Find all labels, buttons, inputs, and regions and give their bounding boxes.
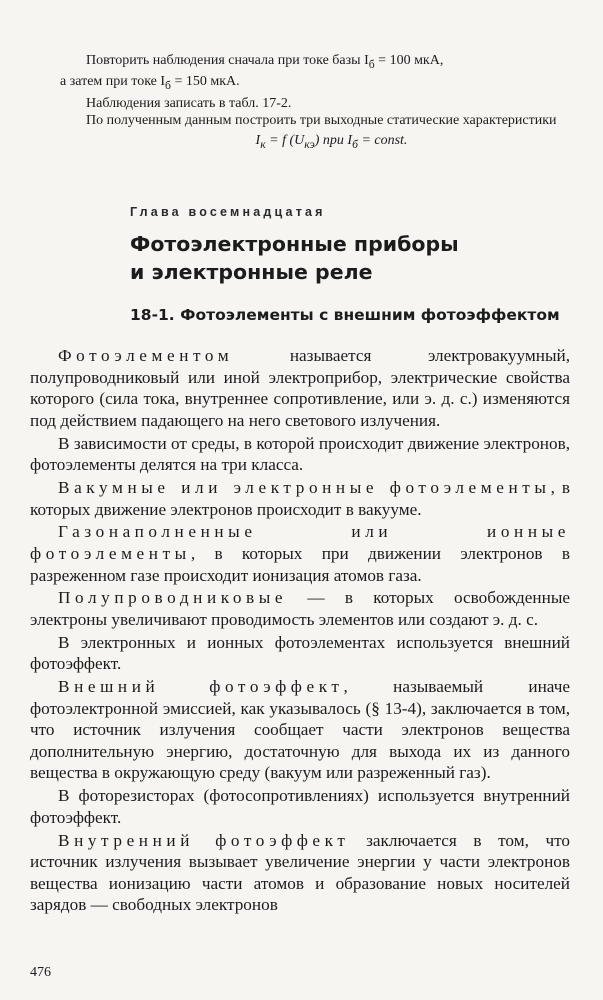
formula: $I_к = f$ $(U_{кэ})$ при $I_б$ = const. <box>255 133 408 151</box>
paragraph: Газонаполненные или ионные фотоэлементы, в которых при движении электронов в разреженном газе происходит ионизация атомов газа. <box>30 522 570 585</box>
page-number: 476 <box>30 965 51 980</box>
term: Внешний фотоэффект <box>58 677 344 697</box>
paragraph: Вакумные или электронные фотоэлементы, в которых движение электронов происходит в вакууме. <box>30 477 570 519</box>
paragraph: Полупроводниковые — в которых освобожденные электроны увеличивают проводимость элементов или создают э. д. с. <box>30 588 570 629</box>
lab-instructions <box>60 52 569 130</box>
chapter-title: Фотоэлектронные приборы и электронные реле <box>130 232 459 284</box>
paragraph: В фоторезисторах (фотосопротивлениях) используется внутренний фотоэффект. <box>30 786 570 827</box>
section-title: 18-1. Фотоэлементы с внешним фотоэффектом <box>130 306 560 324</box>
paragraph: Фотоэлементом называется электровакуумный, полупроводниковый или иной электроприбор, электрические свойства которого (сила тока, внутреннее сопротивление, или э. д. с.) изменяются под действием падающего на него светового излучения. <box>30 346 570 430</box>
lab-para-2: Наблюдения записать в табл. 17-2. <box>86 95 292 111</box>
body-text <box>30 345 570 917</box>
chapter-label: Глава восемнадцатая <box>130 205 326 219</box>
term: Фотоэлементом <box>58 346 234 365</box>
lab-para-3: По полученным данным построить три выходные статические характеристики <box>86 113 557 129</box>
paragraph: Внешний фотоэффект, называемый иначе фотоэлектронной эмиссией, как указывалось (§ 13-4), заключается в том, что источник излучения сообщает части электронов вещества дополнительную энергию, достаточную для выхода их из данного вещества в окружающую среду (вакуум или разреженный газ). <box>30 677 570 783</box>
term: Полупроводниковые <box>58 588 288 608</box>
lab-para-1: Повторить наблюдения сначала при токе базы $I_б = 100$ мкА, а затем при токе $I_б = 150$ мкА. <box>60 53 444 93</box>
paragraph: В электронных и ионных фотоэлементах используется внешний фотоэффект. <box>30 632 570 674</box>
paragraph: Внутренний фотоэффект заключается в том, что источник излучения вызывает увеличение энергии у части электронов вещества ионизацию части атомов и образование новых носителей зарядов — свободных электронов <box>30 830 570 915</box>
term: Вакумные или электронные фотоэлементы <box>58 477 551 497</box>
term: Газонаполненные или ионные фотоэлементы <box>30 522 570 563</box>
term: Внутренний фотоэффект <box>58 830 350 850</box>
paragraph: В зависимости от среды, в которой происходит движение электронов, фотоэлементы делятся на три класса. <box>30 433 570 475</box>
